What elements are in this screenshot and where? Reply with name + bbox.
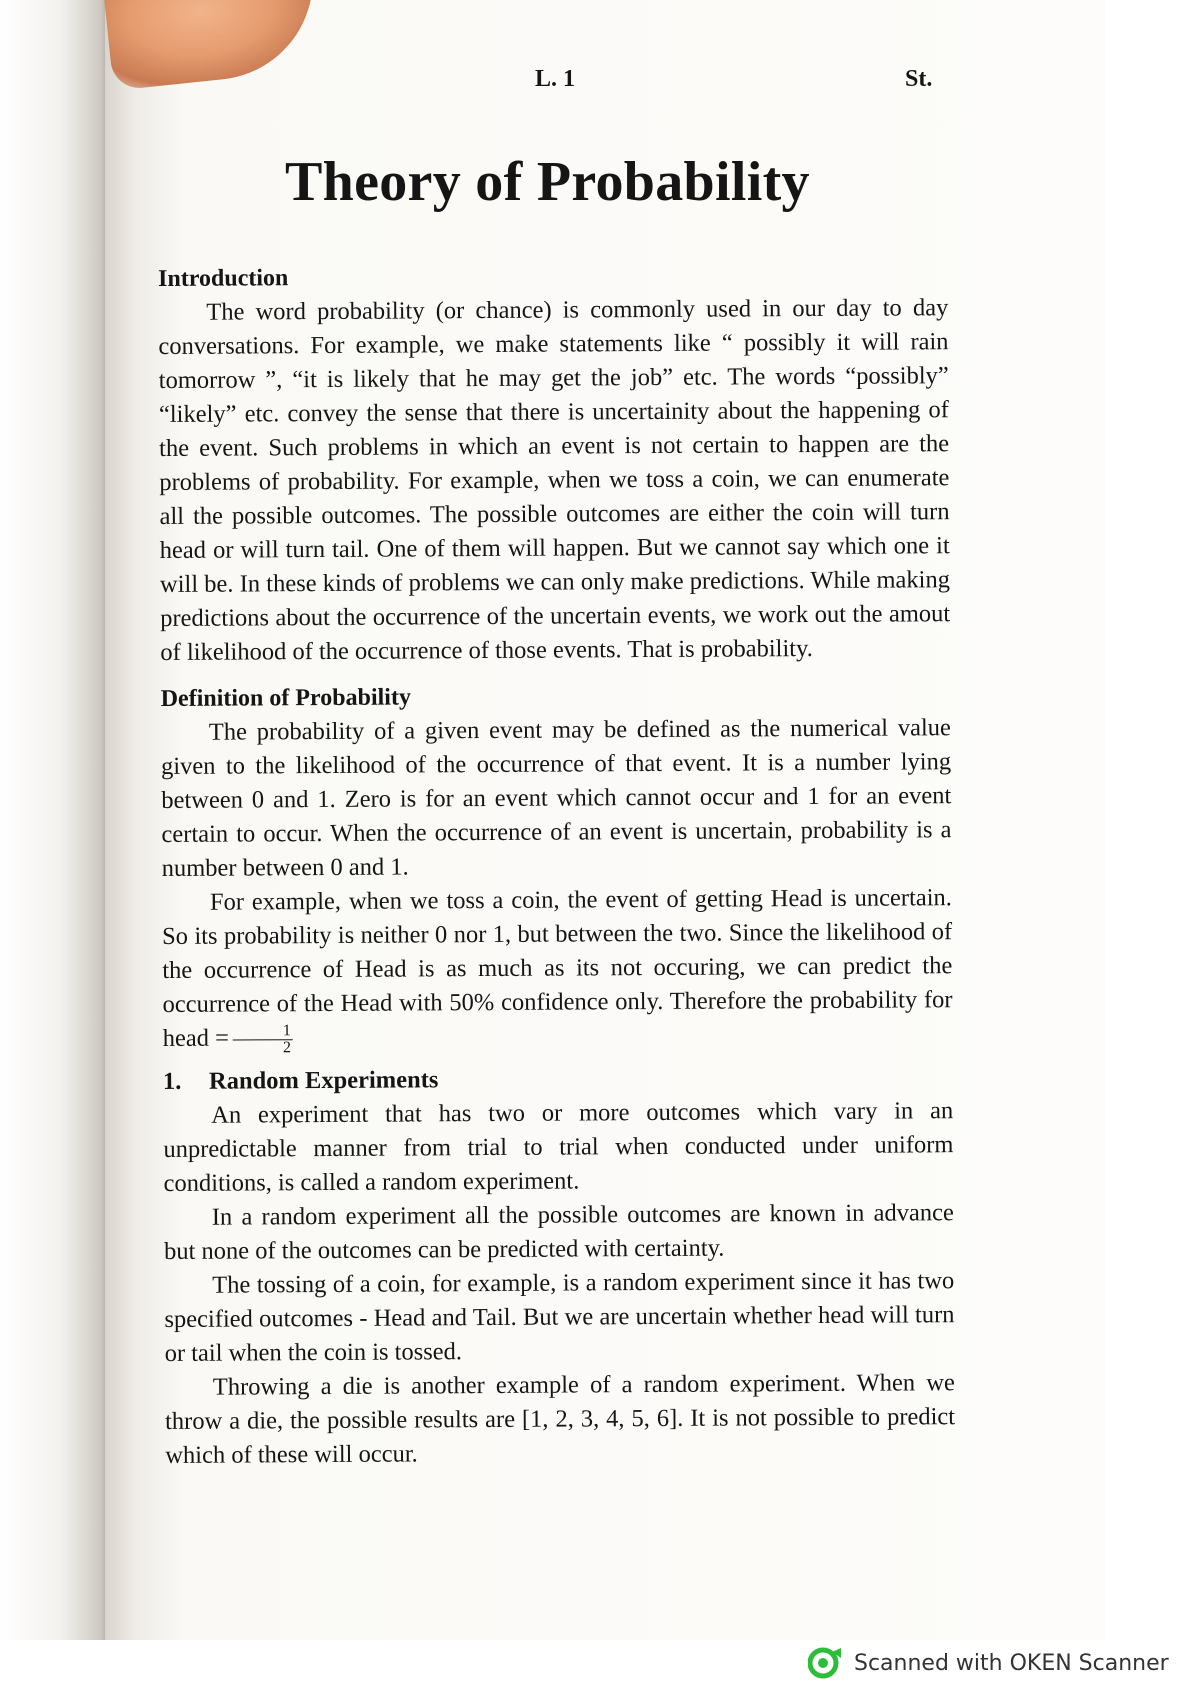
fraction-numerator: 1 <box>233 1023 293 1040</box>
introduction-paragraph: The word probability (or chance) is commonly used in our day to day conversations. For example, we make statements like “ possibly it will rain tomorrow ”, “it is likely that he may get the job” etc. The words “possibly” “likely” etc. convey the sense that there is uncertainity about the happening of the event. Such problems in which an event is not certain to happen are the problems of probability. For example, when we toss a coin, we can enumerate all the possible outcomes. The possible outcomes are either the coin will turn head or will turn tail. One of them will happen. But we cannot say which one it will be. In these kinds of problems we can only make predictions. While making predictions about the occurrence of the uncertain events, we work out the amout of likelihood of the occurrence of those events. That is probability. <box>158 294 951 666</box>
random-experiments-paragraph: In a random experiment all the possible outcomes are known in advance but none of the outcomes can be predicted with certainty. <box>163 1199 954 1265</box>
oken-scanner-logo-icon <box>808 1646 842 1680</box>
definition-example-text: For example, when we toss a coin, the event of getting Head is uncertain. So its probability is neither 0 nor 1, but between the two. Since the likelihood of the occurrence of Head is as much as its not occuring, we can predict the occurrence of the Head with 50% confidence only. Therefore the probability for head = <box>162 884 953 1052</box>
random-experiments-paragraph: An experiment that has two or more outcomes which vary in an unpredictable manner from trial to trial when conducted under uniform conditions, is called a random experiment. <box>163 1097 954 1197</box>
definition-heading: Definition of Probability <box>160 684 411 712</box>
section-heading-label: Random Experiments <box>208 1066 439 1095</box>
scanner-watermark <box>808 1646 1169 1680</box>
one-half-fraction <box>233 1023 293 1056</box>
fraction-denominator: 2 <box>282 1039 292 1057</box>
definition-paragraph: The probability of a given event may be defined as the numerical value given to the likelihood of the occurrence of that event. It is a number lying between 0 and 1. Zero is for an event which cannot occur and 1 for an event certain to occur. When the occurrence of an event is uncertain, probability is a number between 0 and 1. <box>160 714 952 882</box>
definition-example-paragraph <box>162 881 953 1057</box>
document-body <box>158 257 955 1473</box>
scan-margin-shadow <box>0 0 105 1640</box>
random-experiments-paragraph: Throwing a die is another example of a random experiment. When we throw a die, the possible results are [1, 2, 3, 4, 5, 6]. It is not possible to predict which of these will occur. <box>164 1369 956 1469</box>
scanner-text: Scanned with OKEN Scanner <box>854 1650 1169 1676</box>
page-header-right: St. <box>905 66 933 92</box>
section-number: 1. <box>162 1067 182 1095</box>
page-header-left: L. 1 <box>535 66 576 92</box>
random-experiments-heading <box>163 1060 953 1099</box>
introduction-heading: Introduction <box>158 265 289 292</box>
random-experiments-paragraph: The tossing of a coin, for example, is a random experiment since it has two specified outcomes - Head and Tail. But we are uncertain whether head will turn or tail when the coin is tossed. <box>164 1267 955 1367</box>
page-title: Theory of Probability <box>285 151 810 213</box>
